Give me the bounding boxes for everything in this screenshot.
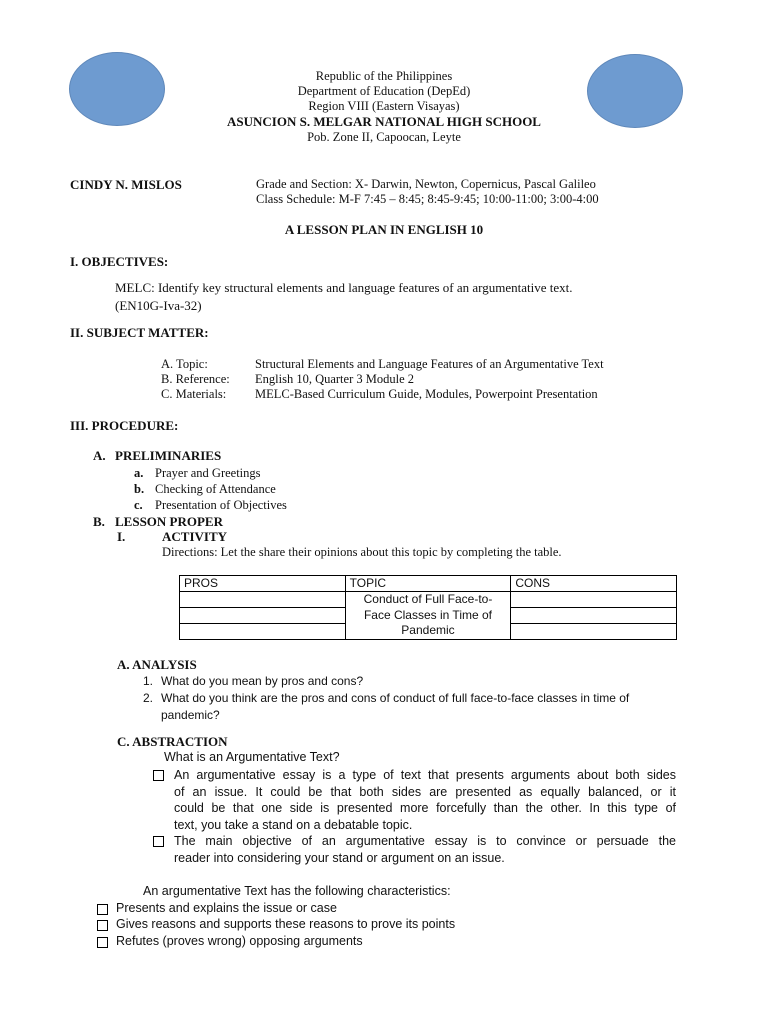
abstraction-title: C. ABSTRACTION	[117, 734, 228, 749]
topic-line: Face Classes in Time of	[363, 607, 492, 622]
characteristic-item: Gives reasons and supports these reasons to prove its points	[116, 917, 456, 931]
table-cell-cons[interactable]	[511, 624, 677, 640]
lesson-proper-letter: B.	[93, 514, 105, 529]
table-cell-pros[interactable]	[180, 624, 346, 640]
preliminaries-item: Presentation of Objectives	[155, 498, 287, 512]
analysis-title: A. ANALYSIS	[117, 657, 197, 672]
bullet-line: The main objective of an argumentative essay is to convince or persuade the	[174, 834, 676, 848]
checkbox-icon	[97, 937, 108, 948]
bullet-line: could be that one side is presented more forcefully than the other. In this type of	[174, 801, 676, 815]
characteristic-item: Refutes (proves wrong) opposing arguments	[116, 934, 363, 948]
analysis-question-1: What do you mean by pros and cons?	[161, 674, 364, 688]
table-header-pros: PROS	[180, 576, 346, 592]
header-region: Region VIII (Eastern Visayas)	[308, 99, 460, 113]
subject-reference-label: B. Reference:	[161, 372, 230, 386]
activity-directions: Directions: Let the share their opinions about this topic by completing the table.	[162, 545, 562, 559]
procedure-heading: III. PROCEDURE:	[70, 418, 179, 433]
preliminaries-letter: A.	[93, 448, 106, 463]
analysis-question-2: What do you think are the pros and cons of conduct of full face-to-face classes in time of	[161, 691, 630, 705]
abstraction-question: What is an Argumentative Text?	[164, 750, 340, 764]
subject-materials-label: C. Materials:	[161, 387, 227, 401]
bullet-line: text, you take a stand on a debatable topic.	[174, 817, 413, 832]
objectives-heading: I. OBJECTIVES:	[70, 254, 169, 269]
abstraction-bullet-1	[174, 767, 676, 833]
preliminaries-item: Prayer and Greetings	[155, 466, 261, 480]
subject-topic-value: Structural Elements and Language Features of an Argumentative Text	[255, 357, 604, 371]
class-schedule: Class Schedule: M-F 7:45 – 8:45; 8:45-9:45; 10:00-11:00; 3:00-4:00	[256, 192, 599, 206]
subject-reference-value: English 10, Quarter 3 Module 2	[255, 372, 415, 386]
preliminaries-title: PRELIMINARIES	[115, 448, 222, 463]
header-department: Department of Education (DepEd)	[297, 84, 471, 98]
topic-line: Conduct of Full Face-to-	[363, 592, 493, 607]
analysis-q1-marker: 1.	[143, 674, 154, 688]
checkbox-icon	[153, 836, 164, 847]
subject-materials-value: MELC-Based Curriculum Guide, Modules, Powerpoint Presentation	[255, 387, 598, 401]
table-cell-pros[interactable]	[180, 592, 346, 608]
analysis-question-2-cont: pandemic?	[161, 708, 220, 722]
bullet-line: of an issue. It could be that both sides are presented as equally balanced, or it	[174, 784, 676, 799]
table-row	[180, 592, 677, 608]
preliminaries-marker-c: c.	[134, 498, 143, 512]
lesson-proper-title: LESSON PROPER	[115, 514, 223, 529]
table-cell-topic	[345, 592, 511, 640]
preliminaries-item: Checking of Attendance	[155, 482, 276, 496]
abstraction-bullet-2	[174, 833, 676, 866]
preliminaries-marker-b: b.	[134, 482, 145, 496]
plan-title: A LESSON PLAN IN ENGLISH 10	[284, 222, 484, 237]
table-cell-pros[interactable]	[180, 608, 346, 624]
activity-title: ACTIVITY	[162, 529, 228, 544]
header-school: ASUNCION S. MELGAR NATIONAL HIGH SCHOOL	[227, 114, 541, 129]
bullet-line: reader into considering your stand or argument on an issue.	[174, 850, 505, 865]
topic-line: Pandemic	[401, 623, 455, 638]
subject-topic-label: A. Topic:	[161, 357, 208, 371]
bullet-line: An argumentative essay is a type of text that presents arguments about both sides	[174, 768, 676, 782]
checkbox-icon	[97, 904, 108, 915]
melc-line-2: (EN10G-Iva-32)	[115, 298, 202, 313]
checkbox-icon	[153, 770, 164, 781]
preliminaries-marker-a: a.	[134, 466, 144, 480]
table-header-row	[180, 576, 677, 592]
header-republic: Republic of the Philippines	[315, 69, 453, 83]
header-address: Pob. Zone II, Capoocan, Leyte	[307, 130, 461, 144]
table-header-cons: CONS	[511, 576, 677, 592]
table-cell-cons[interactable]	[511, 608, 677, 624]
pros-cons-table	[179, 575, 677, 640]
melc-line-1: MELC: Identify key structural elements and language features of an argumentative text.	[115, 280, 573, 295]
activity-numeral: I.	[117, 529, 126, 544]
analysis-q2-marker: 2.	[143, 691, 154, 705]
table-header-topic: TOPIC	[345, 576, 511, 592]
teacher-name: CINDY N. MISLOS	[70, 177, 182, 192]
characteristics-intro: An argumentative Text has the following characteristics:	[143, 884, 451, 898]
table-cell-cons[interactable]	[511, 592, 677, 608]
subject-matter-heading: II. SUBJECT MATTER:	[70, 325, 209, 340]
grade-section: Grade and Section: X- Darwin, Newton, Copernicus, Pascal Galileo	[256, 177, 596, 191]
characteristic-item: Presents and explains the issue or case	[116, 901, 337, 915]
checkbox-icon	[97, 920, 108, 931]
